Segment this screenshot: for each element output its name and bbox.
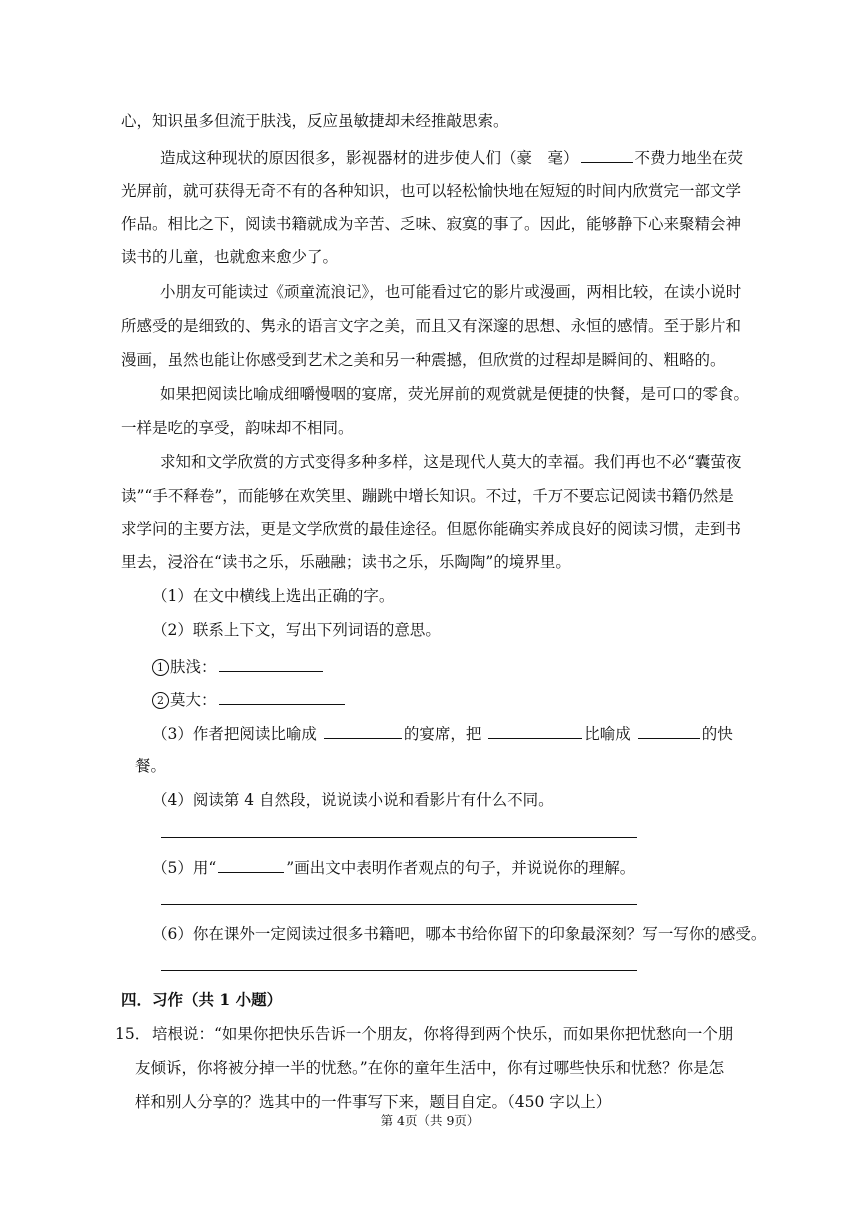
answer-line-q6[interactable] — [161, 970, 637, 971]
question-4: （4）阅读第 4 自然段，说说读小说和看影片有什么不同。 — [152, 791, 554, 809]
answer-blank-moda[interactable] — [219, 688, 345, 705]
para5-line4: 里去，浸浴在“读书之乐，乐融融；读书之乐，乐陶陶”的境界里。 — [121, 553, 571, 571]
para2-line1a: 造成这种现状的原因很多，影视器材的进步使人们（豪 毫） — [160, 149, 579, 167]
answer-line-q5[interactable] — [161, 904, 637, 905]
q5-part-b: ”画出文中表明作者观点的句子，并说说你的理解。 — [286, 859, 636, 877]
question-3-line2: 餐。 — [135, 757, 167, 775]
question-15-line3: 样和别人分享的？选其中的一件事写下来，题目自定。（450 字以上） — [135, 1093, 612, 1111]
answer-blank-hao[interactable] — [581, 146, 633, 163]
q2-1-label: 肤浅： — [170, 658, 217, 676]
para2-line1b: 不费力地坐在荧 — [634, 149, 744, 167]
question-6: （6）你在课外一定阅读过很多书籍吧，哪本书给你留下的印象最深刻？写一写你的感受。 — [152, 925, 767, 943]
question-1: （1）在文中横线上选出正确的字。 — [152, 587, 395, 605]
q3-part-a: （3）作者把阅读比喻成 — [152, 725, 317, 743]
answer-line-q4[interactable] — [161, 837, 637, 838]
q3-part-c: 比喻成 — [584, 725, 631, 743]
para4-line2: 一样是吃的享受，韵味却不相同。 — [121, 419, 354, 437]
para2-line1 — [160, 146, 743, 168]
question-2: （2）联系上下文，写出下列词语的意思。 — [152, 621, 441, 639]
answer-blank-q3-3[interactable] — [638, 722, 700, 739]
q3-part-b: 的宴席，把 — [403, 725, 482, 743]
answer-blank-q3-2[interactable] — [488, 722, 582, 739]
page-footer: 第 4页（共 9页） — [380, 1113, 480, 1128]
q5-part-a: （5）用“ — [152, 859, 217, 877]
para3-line1: 小朋友可能读过《顽童流浪记》，也可能看过它的影片或漫画，两相比较，在读小说时 — [160, 283, 742, 301]
para3-line3: 漫画，虽然也能让你感受到艺术之美和另一种震撼，但欣赏的过程却是瞬间的、粗略的。 — [121, 351, 726, 369]
para5-line3: 求学问的主要方法，更是文学欣赏的最佳途径。但愿你能确实养成良好的阅读习惯，走到书 — [121, 520, 742, 538]
para4-line1: 如果把阅读比喻成细嚼慢咽的宴席，荧光屏前的观赏就是便捷的快餐，是可口的零食。 — [160, 385, 750, 403]
underline-sample — [218, 856, 284, 873]
q2-2-label: 莫大： — [170, 691, 217, 709]
question-15-number: 15． — [115, 1025, 151, 1043]
para5-line2: 读”“手不释卷”，而能够在欢笑里、蹦跳中增长知识。不过，千万不要忘记阅读书籍仍然是 — [121, 487, 734, 505]
question-15-line2: 友倾诉，你将被分掉一半的忧愁。”在你的童年生活中，你有过哪些快乐和忧愁？你是怎 — [135, 1059, 725, 1077]
answer-blank-fuqian[interactable] — [219, 655, 323, 672]
question-2-item-2 — [152, 688, 347, 710]
para2-line3: 作品。相比之下，阅读书籍就成为辛苦、乏味、寂寞的事了。因此，能够静下心来聚精会神 — [121, 215, 742, 233]
para2-line4: 读书的儿童，也就愈来愈少了。 — [121, 248, 339, 266]
question-2-item-1 — [152, 655, 325, 677]
question-15-line1: 培根说：“如果你把快乐告诉一个朋友，你将得到两个快乐，而如果你把忧愁向一个朋 — [152, 1025, 734, 1043]
circled-number-1: 1 — [152, 659, 169, 676]
para1-line1: 心，知识虽多但流于肤浅，反应虽敏捷却未经推敲思索。 — [121, 112, 509, 130]
para5-line1: 求知和文学欣赏的方式变得多种多样，这是现代人莫大的幸福。我们再也不必“囊萤夜 — [160, 453, 742, 471]
q3-part-d: 的快 — [701, 725, 733, 743]
para2-line2: 光屏前，就可获得无奇不有的各种知识，也可以轻松愉快地在短短的时间内欣赏完一部文学 — [121, 182, 742, 200]
para3-line2: 所感受的是细致的、隽永的语言文字之美，而且又有深邃的思想、永恒的感情。至于影片和 — [121, 317, 742, 335]
question-5 — [152, 856, 635, 878]
circled-number-2: 2 — [152, 692, 169, 709]
answer-blank-q3-1[interactable] — [324, 722, 402, 739]
question-3-line1 — [152, 722, 733, 744]
section-4-heading: 四．习作（共 1 小题） — [121, 990, 283, 1009]
